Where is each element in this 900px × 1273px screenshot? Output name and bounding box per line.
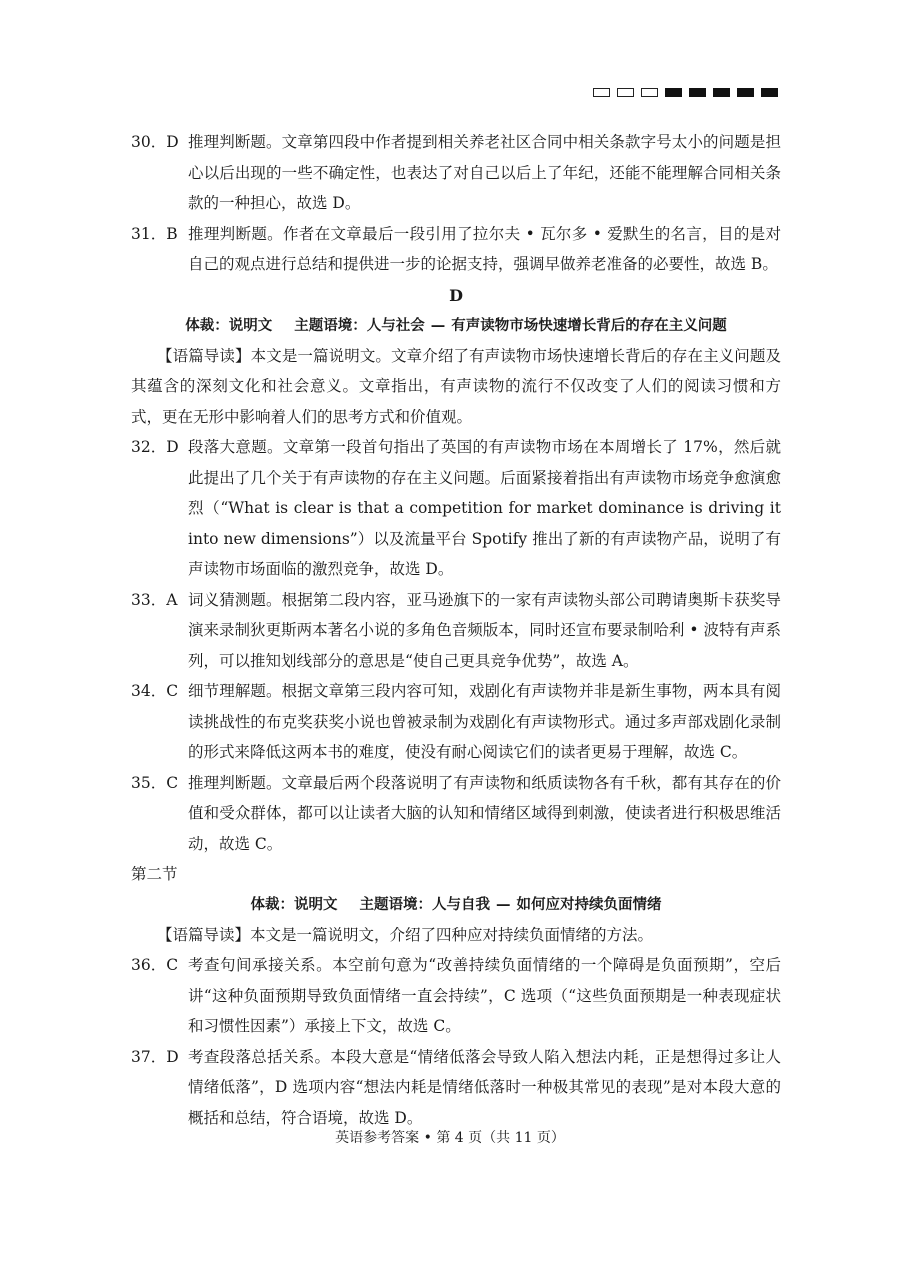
- solid-square-mark: [665, 88, 682, 97]
- theme-dash: —: [430, 317, 446, 334]
- theme-text: 有声读物市场快速增长背后的存在主义问题: [451, 317, 727, 334]
- answer-item: [131, 950, 781, 1042]
- genre-label: 体裁：说明文: [250, 896, 338, 913]
- genre-line: [131, 311, 781, 341]
- answer-explanation: 考查段落总括关系。本段大意是“情绪低落会导致人陷入想法内耗，正是想得过多让人情绪低落”，D 选项内容“想法内耗是情绪低落时一种极其常见的表现”是对本段大意的概括和总结，符合语境，故选 D。: [188, 1047, 781, 1127]
- answer-number: 33．A: [131, 590, 178, 609]
- answer-number: 37．D: [131, 1047, 179, 1066]
- passage-intro: 【语篇导读】本文是一篇说明文，介绍了四种应对持续负面情绪的方法。: [157, 925, 654, 944]
- answer-item: [131, 676, 781, 768]
- theme-dash: —: [496, 896, 511, 913]
- header-marks: [593, 88, 778, 97]
- answer-number: 34．C: [131, 682, 179, 700]
- answer-item: [131, 432, 781, 585]
- answer-item: [131, 768, 781, 860]
- answer-number: 31．B: [131, 224, 178, 243]
- answer-explanation: 推理判断题。文章最后两个段落说明了有声读物和纸质读物各有千秋，都有其存在的价值和受众群体，都可以让读者大脑的认知和情绪区域得到刺激，使读者进行积极思维活动，故选 C。: [188, 773, 781, 853]
- solid-square-mark: [713, 88, 730, 97]
- solid-square-mark: [761, 88, 778, 97]
- answer-group-section-2: [131, 950, 781, 1133]
- passage-intro: 【语篇导读】本文是一篇说明文。文章介绍了有声读物市场快速增长背后的存在主义问题及其蕴含的深刻文化和社会意义。文章指出，有声读物的流行不仅改变了人们的阅读习惯和方式，更在无形中影响着人们的思考方式和价值观。: [131, 346, 781, 426]
- section-heading: 第二节: [131, 865, 178, 883]
- hollow-square-mark: [617, 88, 634, 97]
- answer-explanation: 推理判断题。文章第四段中作者提到相关养老社区合同中相关条款字号太小的问题是担心以后出现的一些不确定性，也表达了对自己以后上了年纪，还能不能理解合同相关条款的一种担心，故选 D。: [188, 133, 781, 212]
- answer-group-c-end: [131, 127, 781, 280]
- solid-square-mark: [689, 88, 706, 97]
- answer-item: [131, 585, 781, 677]
- answer-item: [131, 1042, 781, 1134]
- section-letter: D: [449, 285, 463, 305]
- genre-label: 体裁：说明文: [185, 317, 273, 334]
- theme-label: 主题语境：人与自我: [359, 896, 490, 913]
- answer-number: 30．D: [131, 133, 179, 151]
- theme-text: 如何应对持续负面情绪: [516, 896, 662, 913]
- answer-group-d: [131, 432, 781, 859]
- answer-explanation: 段落大意题。文章第一段首句指出了英国的有声读物市场在本周增长了 17%，然后就此提出了几个关于有声读物的存在主义问题。后面紧接着指出有声读物市场竞争愈演愈烈（“What is clear is that a competition for market dominance is driving it into new dimensions”）以及流量平台 Spotify 推出了新的有声读物产品，说明了有声读物市场面临的激烈竞争，故选 D。: [188, 438, 781, 578]
- page-footer: 英语参考答案 • 第 4 页（共 11 页）: [335, 1130, 565, 1146]
- genre-line: [131, 890, 781, 920]
- hollow-square-mark: [641, 88, 658, 97]
- answer-explanation: 细节理解题。根据文章第三段内容可知，戏剧化有声读物并非是新生事物，两本具有阅读挑战性的布克奖获奖小说也曾被录制为戏剧化有声读物形式。通过多声部戏剧化录制的形式来降低这两本书的难度，使没有耐心阅读它们的读者更易于理解，故选 C。: [188, 682, 781, 761]
- answer-item: [131, 127, 781, 219]
- answer-item: [131, 219, 781, 280]
- hollow-square-mark: [593, 88, 610, 97]
- answer-number: 35．C: [131, 773, 179, 792]
- answer-explanation: 词义猜测题。根据第二段内容，亚马逊旗下的一家有声读物头部公司聘请奥斯卡获奖导演来录制狄更斯两本著名小说的多角色音频版本，同时还宣布要录制哈利 • 波特有声系列，可以推知划线部分的意思是“使自己更具竞争优势”，故选 A。: [188, 590, 781, 670]
- theme-label: 主题语境：人与社会: [294, 317, 425, 334]
- answer-explanation: 考查句间承接关系。本空前句意为“改善持续负面情绪的一个障碍是负面预期”，空后讲“这种负面预期导致负面情绪一直会持续”，C 选项（“这些负面预期是一种表现症状和习惯性因素”）承接上下文，故选 C。: [188, 956, 781, 1035]
- answer-explanation: 推理判断题。作者在文章最后一段引用了拉尔夫 • 瓦尔多 • 爱默生的名言，目的是对自己的观点进行总结和提供进一步的论据支持，强调早做养老准备的必要性，故选 B。: [188, 224, 781, 273]
- answer-number: 32．D: [131, 438, 179, 456]
- solid-square-mark: [737, 88, 754, 97]
- answer-number: 36．C: [131, 956, 179, 974]
- answer-content: [131, 127, 781, 1133]
